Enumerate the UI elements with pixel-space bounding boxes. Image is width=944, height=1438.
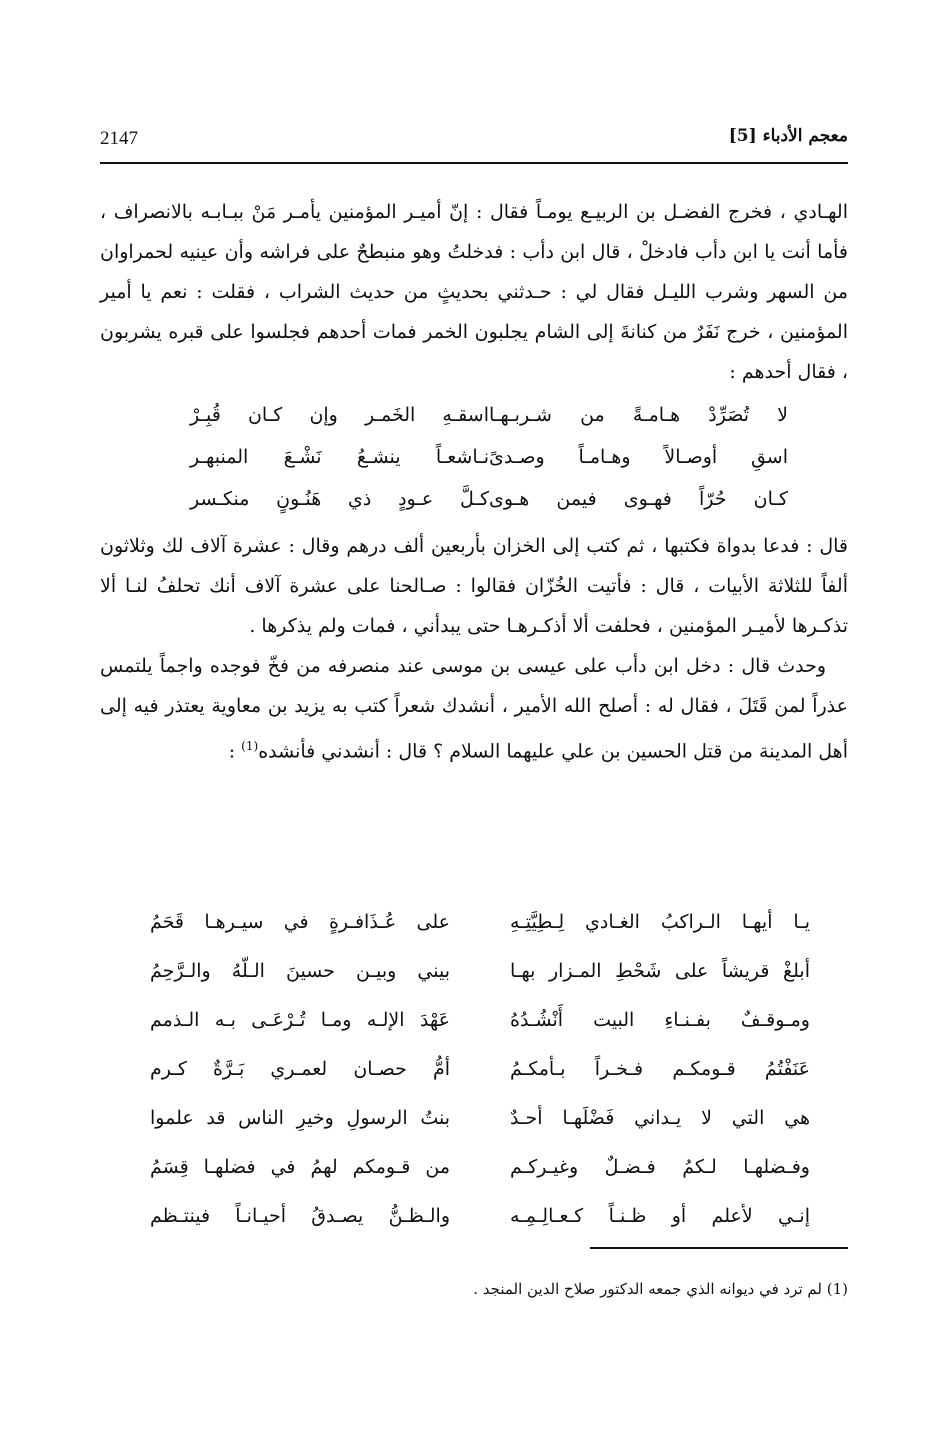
paragraph-1: الهـادي ، فخرج الفضـل بن الربيـع يومـاً فقال : إنّ أميـر المؤمنين يأمـر مَنْ ببـابـه بالانصراف ، فأما أنت يا ابن دأب فادخلْ ، قال ابن دأب : فدخلتُ وهو منبطحٌ على فراشه وأن عينيه لحمراوان من السهر وشرب الليـل فقال لي : حـدثني بحديثٍ من حديث الشراب ، فقلت : نعم يا أمير المؤمنين ، خرج نَفَرٌ من كنانةَ إلى الشام يجلبون الخمر فمات أحدهم فجلسوا على قبره يشربون ، فقال أحدهم : <box>100 201 848 383</box>
verse-second-hemistich: بنتُ الرسولِ وخيرِ الناس قد علموا <box>150 1107 450 1129</box>
running-title: معجم الأدباء [5] <box>728 126 848 146</box>
verse-first-hemistich: كـان حُرّاً فهـوى فيمن هـوى <box>489 488 788 510</box>
poem-2-verse <box>150 898 810 947</box>
poem-2-verse <box>150 996 810 1045</box>
verse-first-hemistich: يـا أيهـا الـراكبُ الغـادي لِـطِيَّتِـهِ <box>510 911 810 933</box>
verse-second-hemistich: عَهْدَ الإلـه ومـا تُـرْعَـى بـه الـذمم <box>150 1009 450 1031</box>
paragraph-2: قال : فدعا بدواة فكتبها ، ثم كتب إلى الخزان بأربعين ألف درهم وقال : عشرة آلاف لك وثلاثون ألفاً للثلاثة الأبيات ، قال : فأتيت الخُزّان فقالوا : صـالحنا على عشرة آلاف أنك تحلفُ لنـا ألا تذكـرها لأميـر المؤمنين ، فحلفت ألا أذكـرهـا حتى يبدأني ، فمات ولم يذكرها . <box>100 535 848 637</box>
verse-second-hemistich: والـظـنُّ يصـدقُ أحيـانـاً فينتـظم <box>150 1205 450 1227</box>
poem-2-verse <box>150 1045 810 1094</box>
footnote: (1) لم ترد في ديوانه الذي جمعه الدكتور صلاح الدين المنجد . <box>473 1280 848 1298</box>
poem-1-verse <box>190 478 788 520</box>
footnote-marker: (1) <box>241 739 259 753</box>
verse-second-hemistich: على عُـذَافـرةٍ في سيـرهـا قَحَمُ <box>150 911 450 933</box>
footnote-rule <box>590 1247 848 1249</box>
poem-1-verse <box>190 436 788 478</box>
poem-2-verse <box>150 1143 810 1192</box>
verse-second-hemistich: أمُّ حصـان لعمـري بَـرَّةٌ كـرم <box>150 1058 450 1080</box>
paragraph-3 <box>100 646 848 771</box>
verse-second-hemistich: من قـومكم لهمُ في فضلهـا قِسَمُ <box>150 1156 450 1178</box>
verse-first-hemistich: إنـي لأعلم أو ظـنـاً كـعـالِـمِـه <box>510 1205 810 1227</box>
verse-first-hemistich: وفـضلهـا لـكمُ فـضـلٌ وغيـركـم <box>510 1156 810 1178</box>
verse-first-hemistich: اسقِ أوصـالاً وهـامـاً وصـدىً <box>489 446 788 468</box>
verse-second-hemistich: كـلَّ عـودٍ ذي هَنُـونٍ منكـسر <box>190 488 489 510</box>
verse-first-hemistich: ومـوقـفٌ بفـنـاءِ البيت أَنْشُـدُهُ <box>510 1009 810 1031</box>
header-rule <box>100 162 848 164</box>
verse-second-hemistich: اسقـهِ الخَمـر وإن كـان قُبِـرْ <box>190 404 489 426</box>
verse-first-hemistich: هي التي لا يـداني فَضْلَهـا أحـدٌ <box>510 1107 810 1129</box>
verse-first-hemistich: عَنَفْتُمُ قـومكـم فـخـراً بـأمكـمُ <box>510 1058 810 1080</box>
poem-1-verse <box>190 394 788 436</box>
poem-2-verse <box>150 1094 810 1143</box>
verse-second-hemistich: نـاشعـاً ينشـعُ نَشْـعَ المنبهـر <box>190 446 489 468</box>
page-number: 2147 <box>100 128 138 149</box>
poem-2 <box>150 898 810 1241</box>
page-header <box>100 122 848 162</box>
verse-first-hemistich: لا تُصَرِّدْ هـامـةً من شـربـهـا <box>489 404 788 426</box>
poem-2-verse <box>150 1192 810 1241</box>
verse-second-hemistich: بيني وبيـن حسينَ الـلّهُ والـرَّحِمُ <box>150 960 450 982</box>
main-text <box>100 192 848 771</box>
verse-first-hemistich: أبلغْ قريشاً على شَحْطِ المـزار بهـا <box>510 960 810 982</box>
paragraph-3-end: : <box>228 740 242 763</box>
poem-2-verse <box>150 947 810 996</box>
poem-1 <box>100 394 848 520</box>
paragraph-3-text: وحدث قال : دخل ابن دأب على عيسى بن موسى عند منصرفه من فخّ فوجده واجماً يلتمس عذراً لمن قَتَلَ ، فقال له : أصلح الله الأمير ، أنشدك شعراً كتب به يزيد بن معاوية يعتذر فيه إلى أهل المدينة من قتل الحسين بن علي عليهما السلام ؟ قال : أنشدني فأنشده <box>100 655 848 763</box>
